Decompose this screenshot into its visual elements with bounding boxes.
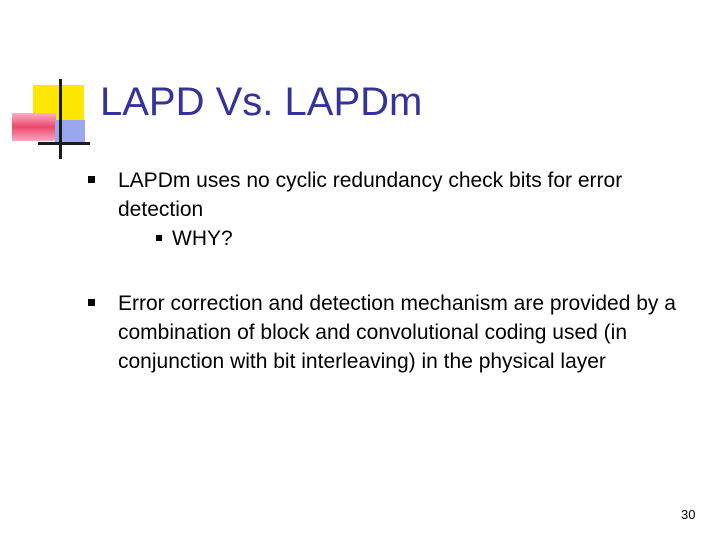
- square-bullet-icon: [88, 299, 95, 306]
- sub-bullet-text: WHY?: [172, 227, 233, 250]
- bullet-item: [88, 166, 708, 253]
- logo-pink-square: [12, 113, 56, 141]
- slide-logo-icon: [0, 0, 100, 170]
- bullet-list: [88, 166, 708, 376]
- square-bullet-icon: [88, 176, 95, 183]
- bullet-item: [88, 289, 708, 376]
- slide-title: LAPD Vs. LAPDm: [100, 80, 423, 124]
- bullet-text: Error correction and detection mechanism are provided by a combination of block and convolutional coding used (in conjunction with bit interleaving) in the physical layer: [118, 292, 676, 373]
- sub-bullet-item: [172, 224, 708, 253]
- square-bullet-icon: [156, 235, 162, 241]
- page-number: 30: [681, 507, 696, 522]
- logo-horizontal-line: [38, 142, 90, 145]
- bullet-text: LAPDm uses no cyclic redundancy check bits for error detection: [118, 169, 623, 221]
- logo-vertical-line: [59, 79, 62, 159]
